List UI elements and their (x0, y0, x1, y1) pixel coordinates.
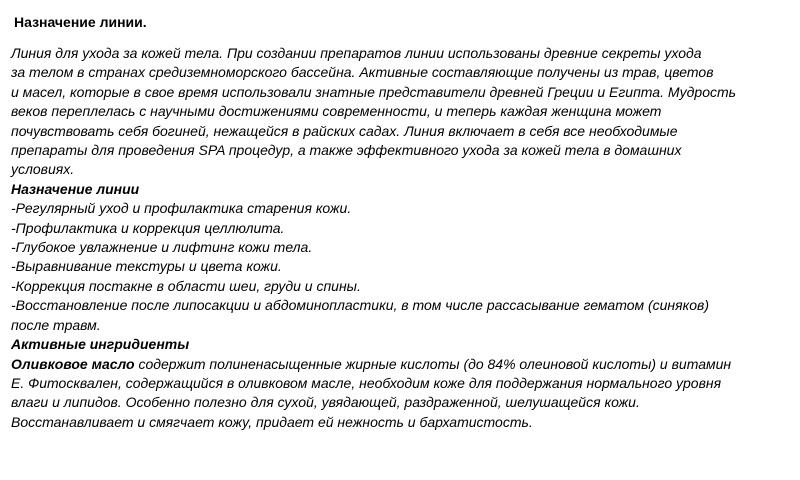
purpose-item: -Регулярный уход и профилактика старения кожи. (11, 200, 352, 217)
purpose-item: -Профилактика и коррекция целлюлита. (11, 219, 285, 236)
page-title: Назначение линии. (14, 14, 147, 30)
olive-oil-line: влаги и липидов. Особенно полезно для сухой, увядающей, раздраженной, шелушащейся кожи. (11, 394, 640, 411)
olive-oil-term: Оливковое масло (11, 355, 135, 372)
intro-line: веков переплелась с научными достижениями современности, и теперь каждая женщина может (11, 103, 662, 120)
olive-oil-line: Восстанавливает и смягчает кожу, придает ей нежность и бархатистость. (11, 413, 533, 430)
intro-line: препараты для проведения SPA процедур, а также эффективного ухода за кожей тела в домашних (11, 142, 682, 159)
olive-oil-line (11, 355, 791, 374)
purpose-section-title: Назначение линии (11, 180, 140, 197)
purpose-item: после травм. (11, 316, 101, 333)
intro-line: за телом в странах средиземноморского бассейна. Активные составляющие получены из трав, цветов (11, 64, 714, 81)
olive-oil-text: содержит полиненасыщенные жирные кислоты (до 84% олеиновой кислоты) и витамин (134, 355, 732, 372)
purpose-item: -Коррекция постакне в области шеи, груди и спины. (11, 277, 361, 294)
intro-line: условиях. (11, 161, 75, 178)
purpose-item: -Глубокое увлажнение и лифтинг кожи тела. (11, 239, 313, 256)
olive-oil-line: Е. Фитосквален, содержащийся в оливковом масле, необходим коже для поддержания нормального уровня (11, 374, 722, 391)
purpose-item: -Выравнивание текстуры и цвета кожи. (11, 258, 282, 275)
intro-line: почувствовать себя богиней, нежащейся в райских садах. Линия включает в себя все необходимые (11, 122, 678, 139)
purpose-item: -Восстановление после липосакции и абдоминопластики, в том числе рассасывание гематом (синяков) (11, 297, 709, 314)
ingredients-section-title: Активные ингридиенты (11, 336, 190, 353)
intro-line: Линия для ухода за кожей тела. При создании препаратов линии использованы древние секреты ухода (11, 45, 702, 61)
article-body (11, 44, 791, 432)
intro-line: и масел, которые в свое время использовали знатные представители древней Греции и Египта. Мудрость (11, 83, 737, 100)
